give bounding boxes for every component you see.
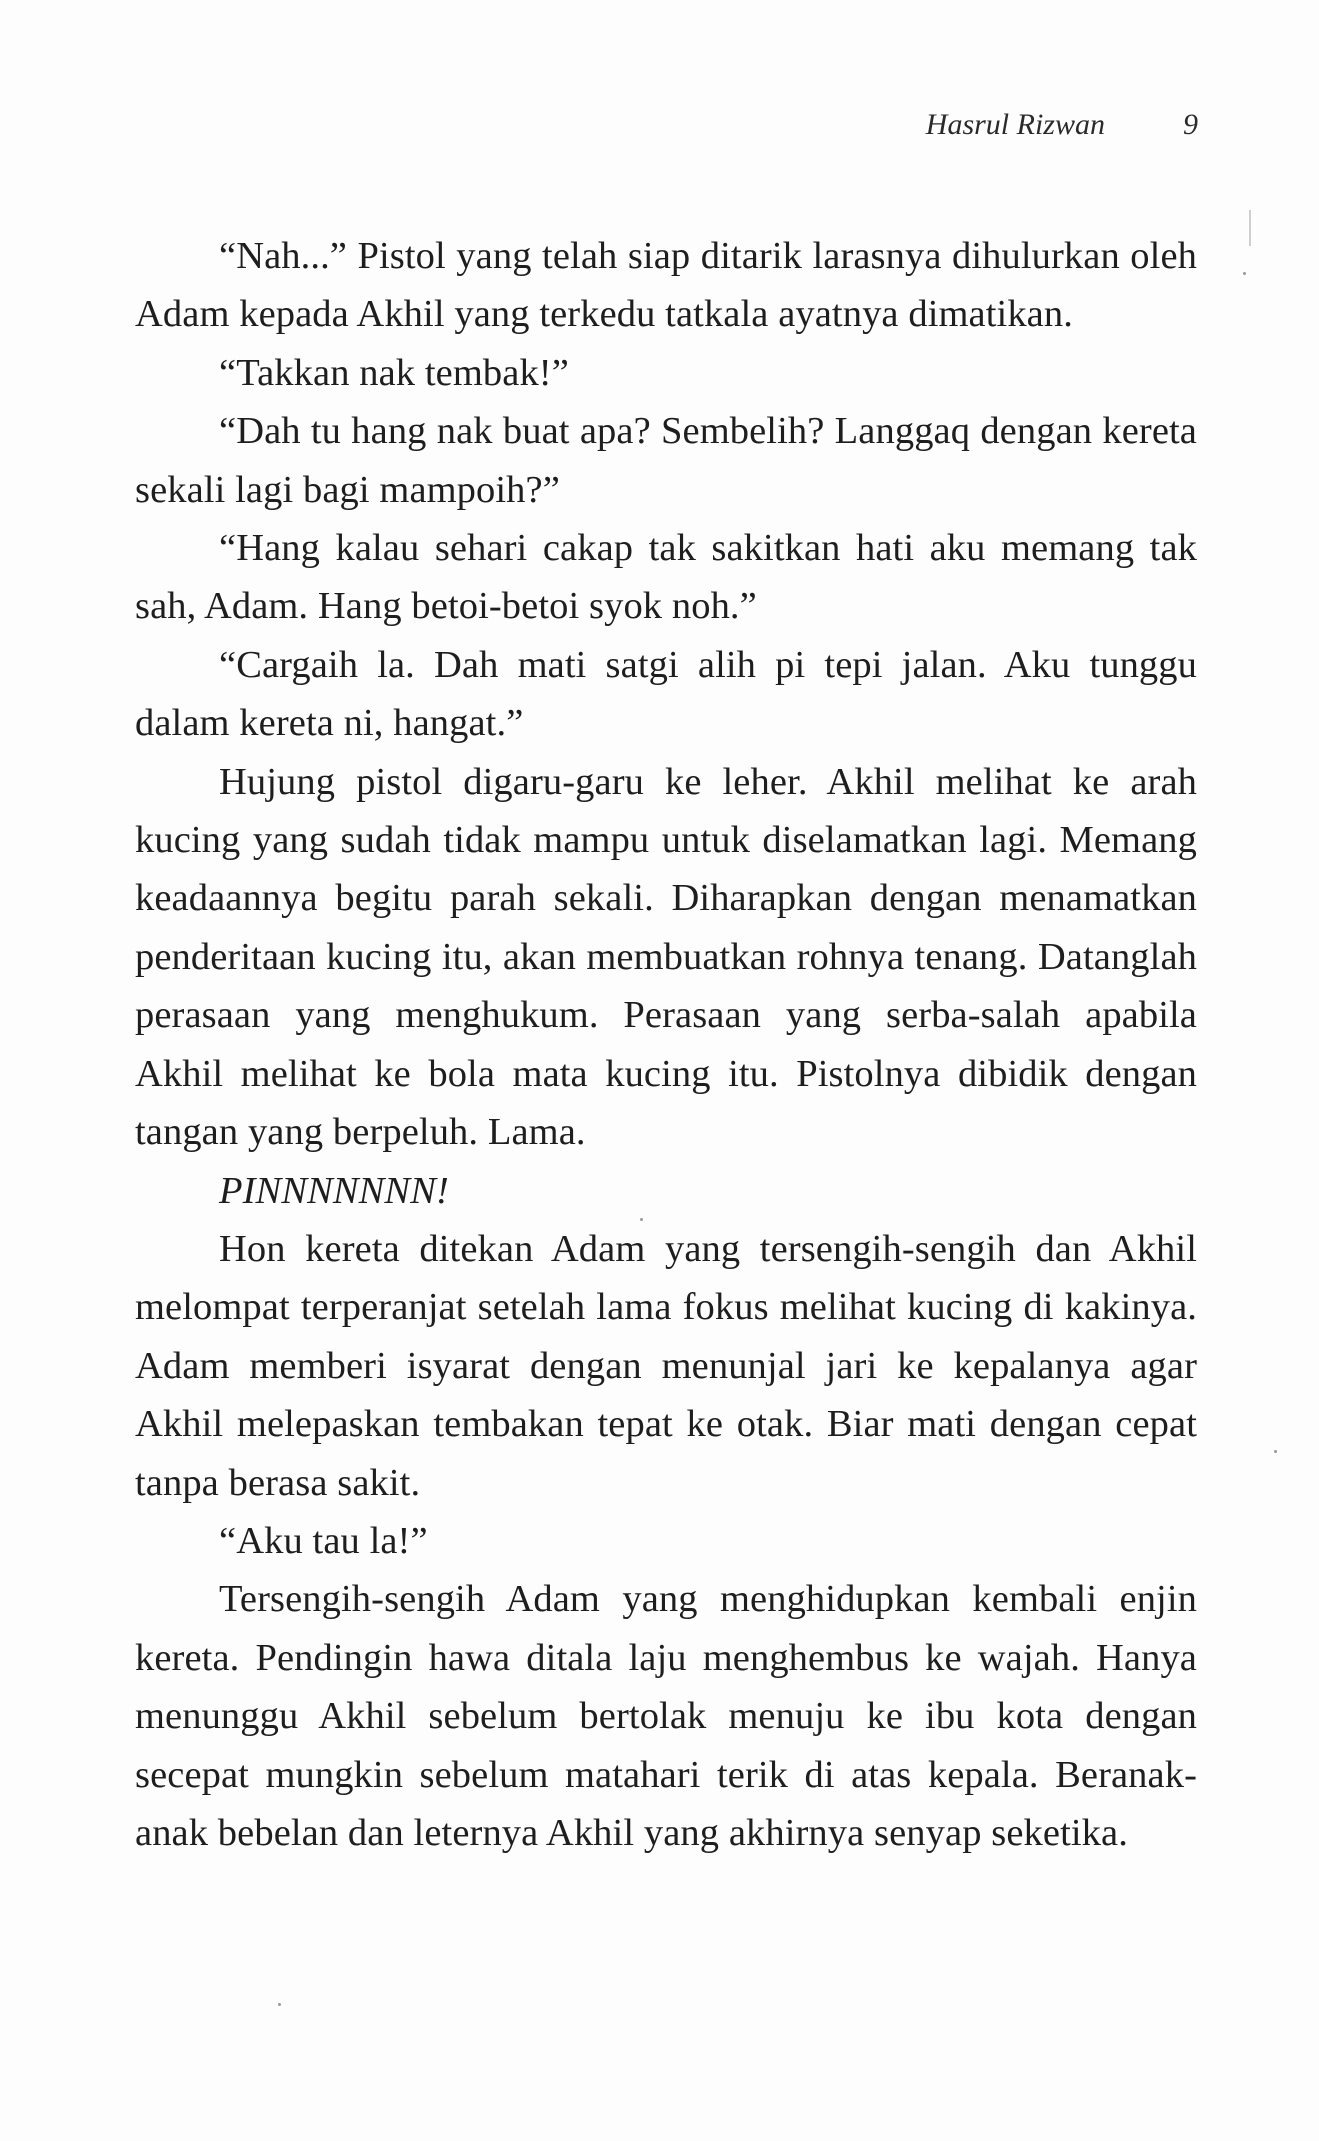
running-head bbox=[926, 108, 1198, 142]
paragraph: Hon kereta ditekan Adam yang tersengih-sengih dan Akhil melompat terperanjat setelah lama fokus melihat kucing di kakinya. Adam memberi isyarat dengan menunjal jari ke kepalanya agar Akhil melepaskan tembakan tepat ke otak. Biar mati dengan cepat tanpa berasa sakit. bbox=[135, 1227, 1197, 1504]
paragraph: “Aku tau la!” bbox=[219, 1519, 428, 1562]
paragraph: “Cargaih la. Dah mati satgi alih pi tepi jalan. Aku tunggu dalam kereta ni, hangat.” bbox=[135, 643, 1197, 745]
paragraph: Hujung pistol digaru-garu ke leher. Akhil melihat ke arah kucing yang sudah tidak mampu untuk diselamatkan lagi. Memang keadaannya begitu parah sekali. Diharapkan dengan menamatkan penderitaan kucing itu, akan membuatkan rohnya tenang. Datanglah perasaan yang menghukum. Perasaan yang serba-salah apabila Akhil melihat ke bola mata kucing itu. Pistolnya dibidik dengan tangan yang berpeluh. Lama. bbox=[135, 760, 1197, 1154]
paper-speck bbox=[640, 1218, 643, 1221]
page-number: 9 bbox=[1183, 108, 1198, 141]
paragraph: “Takkan nak tembak!” bbox=[219, 351, 569, 394]
paragraph: “Hang kalau sehari cakap tak sakitkan hati aku memang tak sah, Adam. Hang betoi-betoi syok noh.” bbox=[135, 527, 1197, 628]
paper-speck bbox=[1274, 1450, 1277, 1453]
author-name: Hasrul Rizwan bbox=[925, 108, 1105, 141]
paper-speck bbox=[1243, 272, 1246, 275]
sound-effect-paragraph: PINNNNNNN! bbox=[219, 1169, 449, 1212]
paragraph: “Dah tu hang nak buat apa? Sembelih? Langgaq dengan kereta sekali lagi bagi mampoih?” bbox=[135, 410, 1197, 511]
body-text bbox=[135, 227, 1197, 1862]
paragraph: “Nah...” Pistol yang telah siap ditarik larasnya dihulurkan oleh Adam kepada Akhil yang terkedu tatkala ayatnya dimatikan. bbox=[135, 235, 1197, 336]
paragraph: Tersengih-sengih Adam yang menghidupkan kembali enjin kereta. Pendingin hawa ditala laju menghembus ke wajah. Hanya menunggu Akhil sebelum bertolak menuju ke ibu kota dengan secepat mungkin sebelum matahari terik di atas kepala. Beranak-anak bebelan dan leternya Akhil yang akhirnya senyap seketika. bbox=[135, 1578, 1197, 1854]
paper-speck bbox=[278, 2003, 281, 2006]
margin-mark bbox=[1249, 210, 1251, 246]
